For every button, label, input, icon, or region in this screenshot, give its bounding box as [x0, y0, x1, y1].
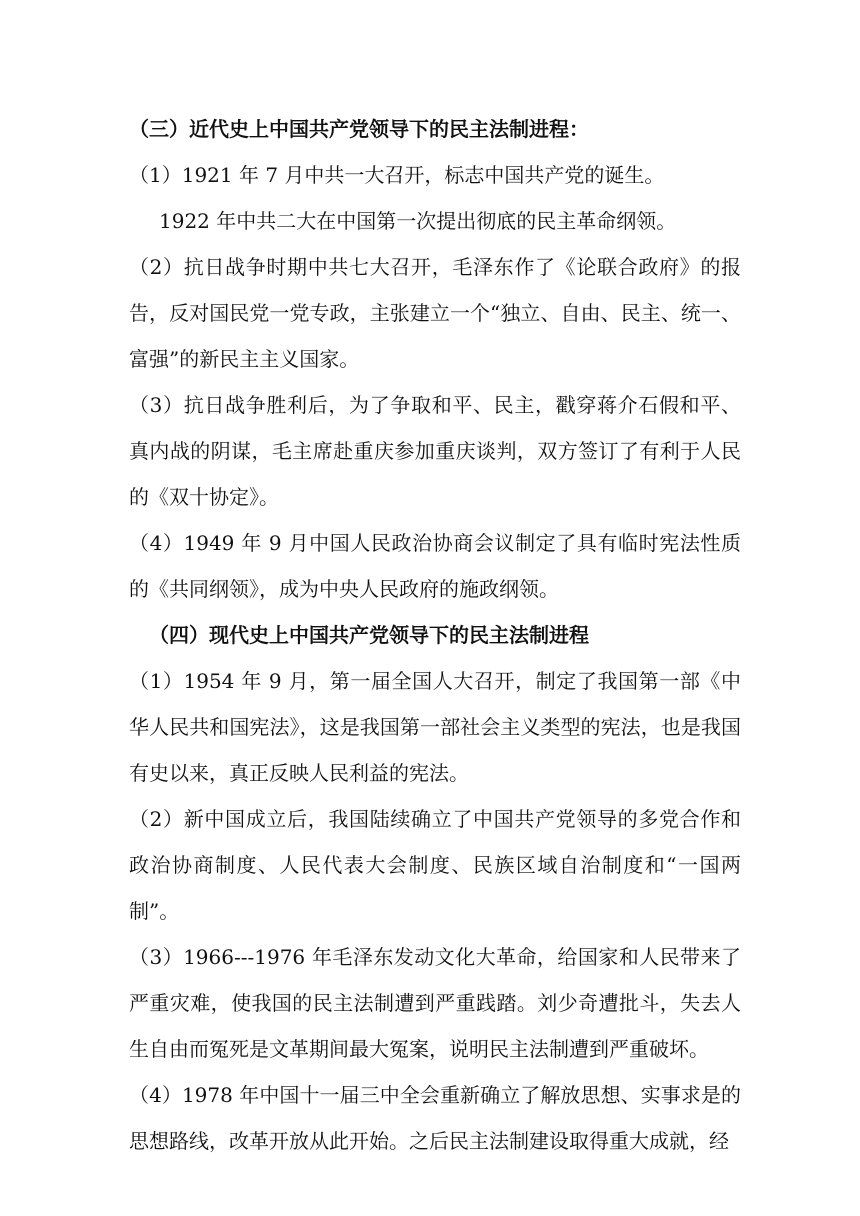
paragraph-1921-first-congress: （1）1921 年 7 月中共一大召开，标志中国共产党的诞生。: [129, 163, 665, 187]
paragraph-third-plenum: （4）1978 年中国十一届三中全会重新确立了解放思想、实事求是的思想路线，改革开放从此开始。之后民主法制建设取得重大成就，经: [129, 1083, 741, 1153]
paragraph-chongqing-negotiation: （3）抗日战争胜利后，为了争取和平、民主，戳穿蒋介石假和平、真内战的阴谋，毛主席赴重庆参加重庆谈判，双方签订了有利于人民的《双十协定》。: [129, 393, 741, 509]
paragraph-1954-constitution: （1）1954 年 9 月，第一届全国人大召开，制定了我国第一部《中华人民共和国宪法》，这是我国第一部社会主义类型的宪法，也是我国有史以来，真正反映人民利益的宪法。: [129, 669, 741, 785]
section-heading-modern-history: （三）近代史上中国共产党领导下的民主法制进程：: [129, 117, 589, 141]
section-heading-contemporary-history: （四）现代史上中国共产党领导下的民主法制进程: [149, 623, 589, 647]
paragraph-1922-second-congress: 1922 年中共二大在中国第一次提出彻底的民主革命纲领。: [159, 209, 677, 233]
paragraph-political-systems: （2）新中国成立后，我国陆续确立了中国共产党领导的多党合作和政治协商制度、人民代表大会制度、民族区域自治制度和“一国两制”。: [129, 807, 741, 923]
paragraph-cultural-revolution: （3）1966---1976 年毛泽东发动文化大革命，给国家和人民带来了严重灾难，使我国的民主法制遭到严重践踏。刘少奇遭批斗，失去人生自由而冤死是文革期间最大冤案，说明民主法制遭到严重破坏。: [129, 945, 741, 1061]
document-body: [129, 106, 741, 1164]
paragraph-common-program: （4）1949 年 9 月中国人民政治协商会议制定了具有临时宪法性质的《共同纲领》，成为中央人民政府的施政纲领。: [129, 531, 741, 601]
paragraph-seventh-congress: （2）抗日战争时期中共七大召开，毛泽东作了《论联合政府》的报告，反对国民党一党专政，主张建立一个“独立、自由、民主、统一、富强”的新民主主义国家。: [129, 255, 741, 371]
